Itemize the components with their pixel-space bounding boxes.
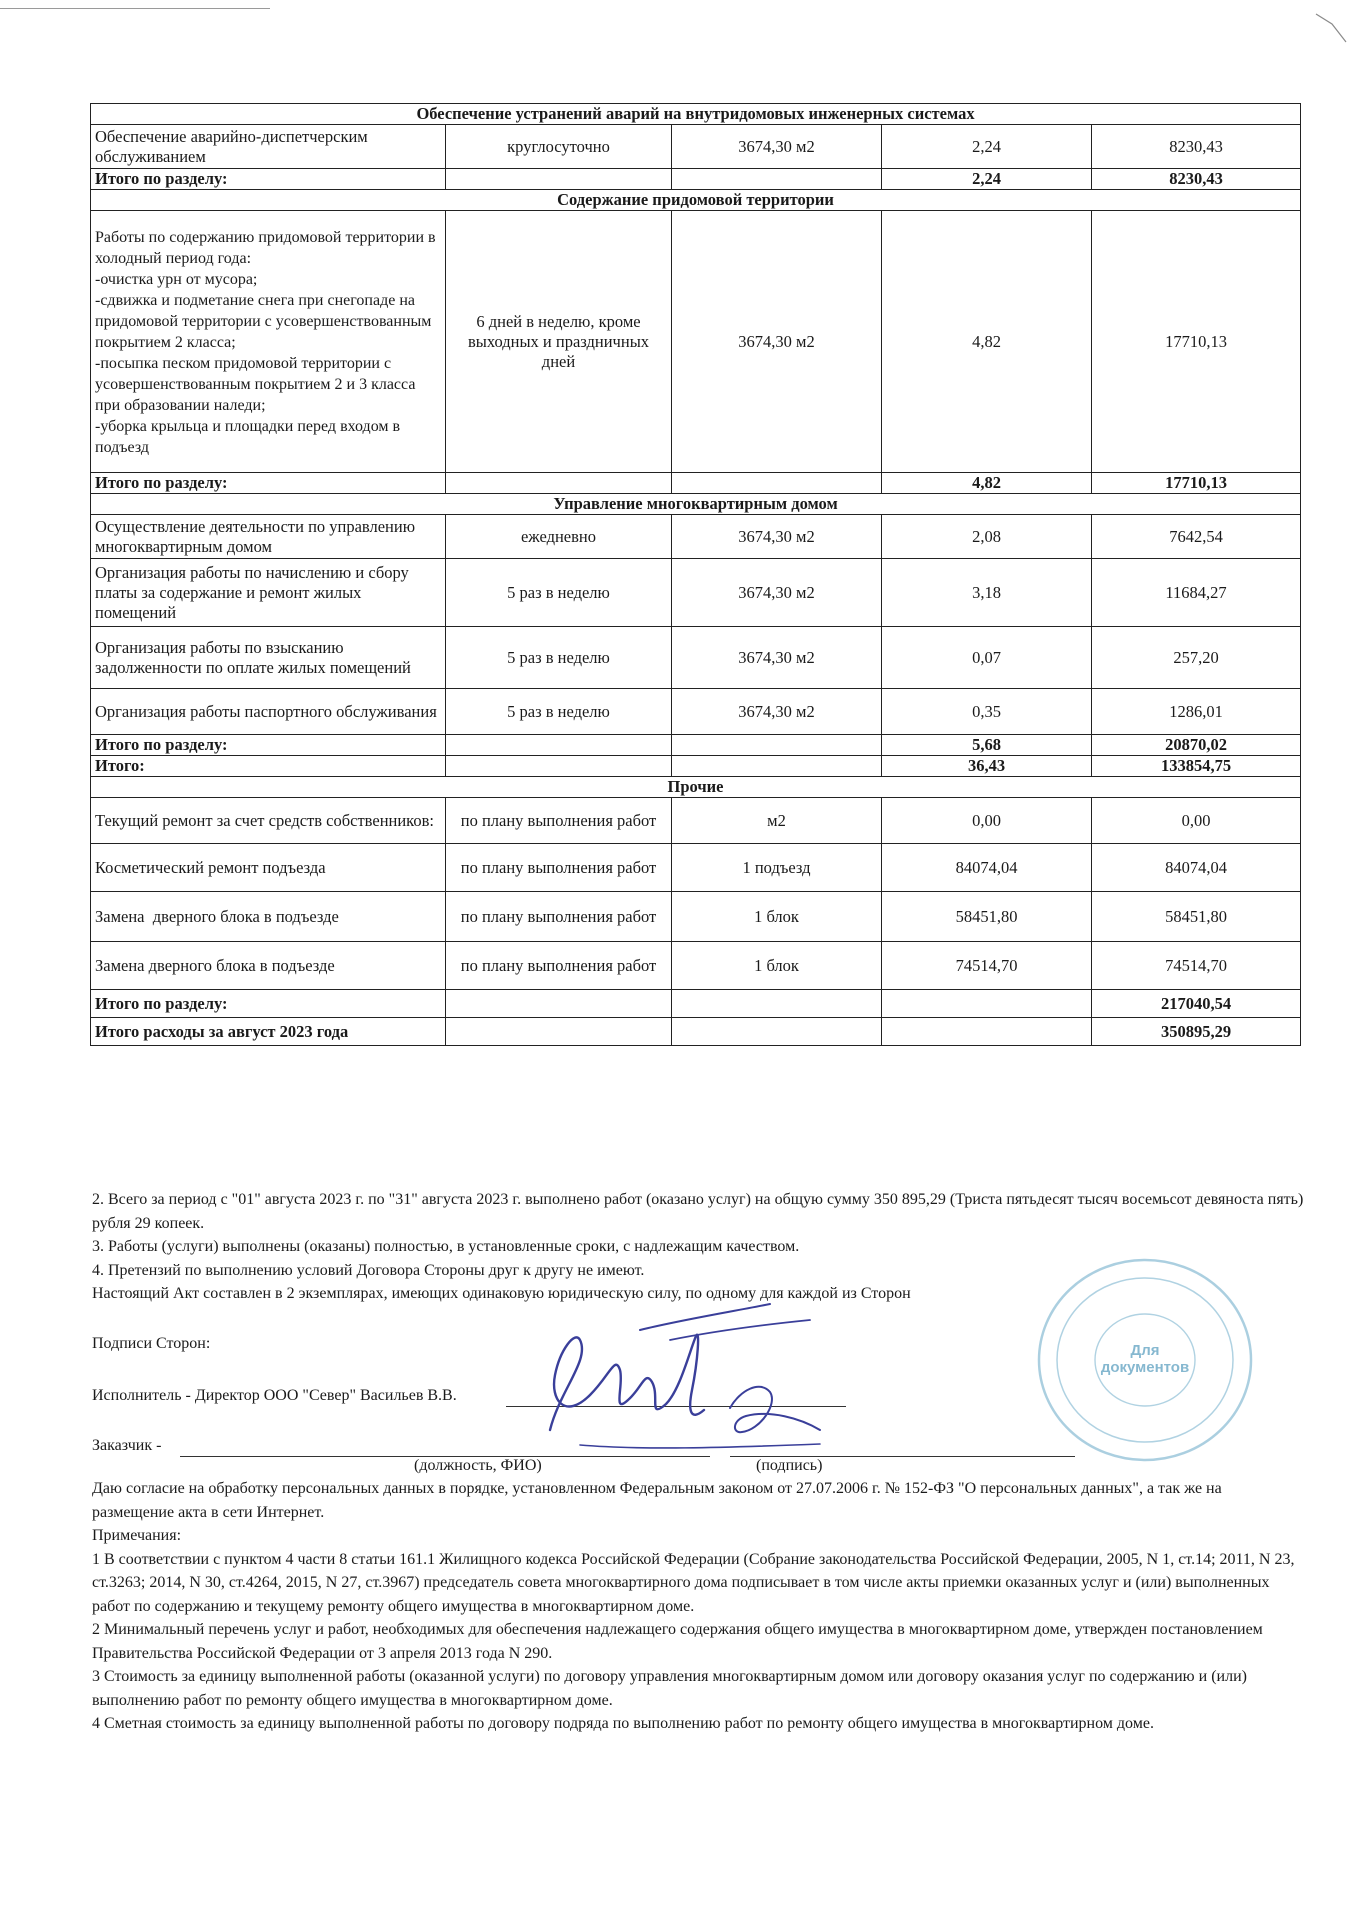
clause-copies: Настоящий Акт составлен в 2 экземплярах, имеющих одинаковую юридическую силу, по одному для каждой из Сторон: [92, 1285, 911, 1302]
service-name: Косметический ремонт подъезда: [91, 844, 446, 892]
service-rate: 3,18: [882, 559, 1092, 627]
total-sum: 133854,75: [1092, 756, 1301, 777]
service-periodicity: 5 раз в неделю: [446, 627, 672, 689]
service-sum: 58451,80: [1092, 892, 1301, 942]
service-periodicity: по плану выполнения работ: [446, 942, 672, 990]
service-sum: 74514,70: [1092, 942, 1301, 990]
subtotal-sum: 8230,43: [1092, 169, 1301, 190]
service-periodicity: ежедневно: [446, 515, 672, 559]
service-periodicity: 5 раз в неделю: [446, 559, 672, 627]
empty-cell: [672, 735, 882, 756]
service-periodicity: по плану выполнения работ: [446, 798, 672, 844]
service-sum: 17710,13: [1092, 211, 1301, 473]
scan-corner-mark: [1312, 8, 1352, 48]
service-sum: 7642,54: [1092, 515, 1301, 559]
subtotal-row: [91, 735, 1301, 756]
service-name: Организация работы паспортного обслуживания: [91, 689, 446, 735]
section-title: Содержание придомовой территории: [91, 190, 1301, 211]
service-periodicity: по плану выполнения работ: [446, 844, 672, 892]
table-row: [91, 689, 1301, 735]
clause-4: 4. Претензий по выполнению условий Договора Стороны друг к другу не имеют.: [92, 1261, 645, 1279]
service-rate: 0,35: [882, 689, 1092, 735]
section-header-row: [91, 494, 1301, 515]
clause-2: 2. Всего за период с "01" августа 2023 г. по "31" августа 2023 г. выполнено работ (оказано услуг) на общую сумму 350 895,29 (Триста пятьдесят тысяч восемьсот девяноста пять) рубля 29 копеек.: [92, 1191, 1304, 1232]
subtotal-sum: 17710,13: [1092, 473, 1301, 494]
service-rate: 2,24: [882, 125, 1092, 169]
service-name: Замена дверного блока в подъезде: [91, 892, 446, 942]
service-periodicity: круглосуточно: [446, 125, 672, 169]
empty-cell: [446, 169, 672, 190]
empty-cell: [446, 473, 672, 494]
service-name: Работы по содержанию придомовой территории в холодный период года: -очистка урн от мусора; -сдвижка и подметание снега при снегопаде на придомовой территории с усовершенствованным покрытием 2 класса; -посыпка песком придомовой территории с усовершенствованным покрытием 2 и 3 класса при образовании наледи; -уборка крыльца и площадки перед входом в подъезд: [91, 211, 446, 473]
position-caption: (должность, ФИО): [414, 1457, 542, 1474]
service-name: Осуществление деятельности по управлению многоквартирным домом: [91, 515, 446, 559]
service-sum: 11684,27: [1092, 559, 1301, 627]
empty-cell: [446, 1018, 672, 1046]
empty-cell: [672, 473, 882, 494]
service-area: 1 блок: [672, 942, 882, 990]
subtotal-label: Итого по разделу:: [91, 990, 446, 1018]
subtotal-row: [91, 169, 1301, 190]
service-sum: 257,20: [1092, 627, 1301, 689]
total-label: Итого:: [91, 756, 446, 777]
executor-line: Исполнитель - Директор ООО "Север" Васильев В.В.: [92, 1387, 457, 1404]
note-3: 3 Стоимость за единицу выполненной работы (оказанной услуги) по договору управления многоквартирным домом или договору оказания услуг по содержанию и (или) выполнению работ по ремонту общего имущества в многоквартирном доме.: [92, 1668, 1247, 1709]
empty-cell: [672, 169, 882, 190]
service-area: 1 подъезд: [672, 844, 882, 892]
empty-cell: [446, 756, 672, 777]
company-stamp: [1030, 1250, 1260, 1470]
service-rate: 58451,80: [882, 892, 1092, 942]
section-header-row: [91, 777, 1301, 798]
stamp-text-line1: Для: [1130, 1342, 1160, 1359]
subtotal-label: Итого по разделу:: [91, 169, 446, 190]
service-name: Обеспечение аварийно-диспетчерским обслуживанием: [91, 125, 446, 169]
service-rate: 0,00: [882, 798, 1092, 844]
grand-total-label: Итого расходы за август 2023 года: [91, 1018, 446, 1046]
service-area: 1 блок: [672, 892, 882, 942]
consent-and-notes: [92, 1477, 1307, 1736]
table-row: [91, 627, 1301, 689]
service-area: 3674,30 м2: [672, 689, 882, 735]
empty-cell: [882, 1018, 1092, 1046]
section-header-row: [91, 104, 1301, 125]
service-sum: 0,00: [1092, 798, 1301, 844]
subtotal-label: Итого по разделу:: [91, 473, 446, 494]
table-row: [91, 125, 1301, 169]
table-row: [91, 892, 1301, 942]
note-4: 4 Сметная стоимость за единицу выполненной работы по договору подряда по выполнению работ по ремонту общего имущества в многоквартирном доме.: [92, 1715, 1154, 1732]
empty-cell: [446, 735, 672, 756]
signatures-heading: Подписи Сторон:: [92, 1335, 211, 1352]
service-rate: 2,08: [882, 515, 1092, 559]
service-area: 3674,30 м2: [672, 559, 882, 627]
subtotal-row: [91, 990, 1301, 1018]
service-sum: 84074,04: [1092, 844, 1301, 892]
clause-3: 3. Работы (услуги) выполнены (оказаны) полностью, в установленные сроки, с надлежащим качеством.: [92, 1238, 800, 1255]
table-row: [91, 211, 1301, 473]
service-name: Текущий ремонт за счет средств собственников:: [91, 798, 446, 844]
service-sum: 8230,43: [1092, 125, 1301, 169]
service-sum: 1286,01: [1092, 689, 1301, 735]
subtotal-rate: 2,24: [882, 169, 1092, 190]
table-row: [91, 798, 1301, 844]
section-title: Обеспечение устранений аварий на внутридомовых инженерных системах: [91, 104, 1301, 125]
service-area: 3674,30 м2: [672, 211, 882, 473]
subtotal-row: [91, 473, 1301, 494]
table-row: [91, 559, 1301, 627]
consent-text: Даю согласие на обработку персональных данных в порядке, установленном Федеральным законом от 27.07.2006 г. № 152-ФЗ "О персональных данных", а так же на размещение акта в сети Интернет.: [92, 1480, 1222, 1521]
subtotal-label: Итого по разделу:: [91, 735, 446, 756]
subtotal-rate: 5,68: [882, 735, 1092, 756]
stamp-text-line2: документов: [1100, 1359, 1190, 1376]
service-name: Организация работы по взысканию задолженности по оплате жилых помещений: [91, 627, 446, 689]
empty-cell: [672, 1018, 882, 1046]
service-periodicity: 6 дней в неделю, кроме выходных и праздничных дней: [446, 211, 672, 473]
scan-edge-line: [0, 8, 270, 9]
services-table: [90, 103, 1301, 1046]
service-area: 3674,30 м2: [672, 125, 882, 169]
subtotal-sum: 20870,02: [1092, 735, 1301, 756]
service-periodicity: 5 раз в неделю: [446, 689, 672, 735]
section-title: Управление многоквартирным домом: [91, 494, 1301, 515]
service-rate: 84074,04: [882, 844, 1092, 892]
empty-cell: [882, 990, 1092, 1018]
empty-cell: [672, 990, 882, 1018]
customer-label: Заказчик -: [92, 1437, 162, 1454]
empty-cell: [446, 990, 672, 1018]
section-header-row: [91, 190, 1301, 211]
note-1: 1 В соответствии с пунктом 4 части 8 статьи 161.1 Жилищного кодекса Российской Федерации (Собрание законодательства Российской Федерации, 2005, N 1, ст.14; 2011, N 23, ст.3263; 2014, N 30, ст.4264, 2015, N 27, ст.3967) председатель совета многоквартирного дома подписывает в том числе акты приемки оказанных услуг и (или) выполненных работ по содержанию и текущему ремонту общего имущества в многоквартирном доме.: [92, 1550, 1295, 1615]
subtotal-sum: 217040,54: [1092, 990, 1301, 1018]
service-area: м2: [672, 798, 882, 844]
executor-signature: [520, 1300, 840, 1460]
service-periodicity: по плану выполнения работ: [446, 892, 672, 942]
service-area: 3674,30 м2: [672, 627, 882, 689]
empty-cell: [672, 756, 882, 777]
grand-total-row: [91, 1018, 1301, 1046]
service-area: 3674,30 м2: [672, 515, 882, 559]
section-title: Прочие: [91, 777, 1301, 798]
service-rate: 74514,70: [882, 942, 1092, 990]
notes-heading: Примечания:: [92, 1527, 182, 1544]
service-rate: 4,82: [882, 211, 1092, 473]
service-name: Организация работы по начислению и сбору платы за содержание и ремонт жилых помещений: [91, 559, 446, 627]
table-row: [91, 515, 1301, 559]
table-row: [91, 844, 1301, 892]
service-name: Замена дверного блока в подъезде: [91, 942, 446, 990]
total-rate: 36,43: [882, 756, 1092, 777]
table-row: [91, 942, 1301, 990]
grand-total-sum: 350895,29: [1092, 1018, 1301, 1046]
signature-caption: (подпись): [756, 1457, 823, 1474]
subtotal-rate: 4,82: [882, 473, 1092, 494]
total-row: [91, 756, 1301, 777]
service-rate: 0,07: [882, 627, 1092, 689]
note-2: 2 Минимальный перечень услуг и работ, необходимых для обеспечения надлежащего содержания общего имущества в многоквартирном доме, утвержден постановлением Правительства Российской Федерации от 3 апреля 2013 года N 290.: [92, 1621, 1263, 1662]
